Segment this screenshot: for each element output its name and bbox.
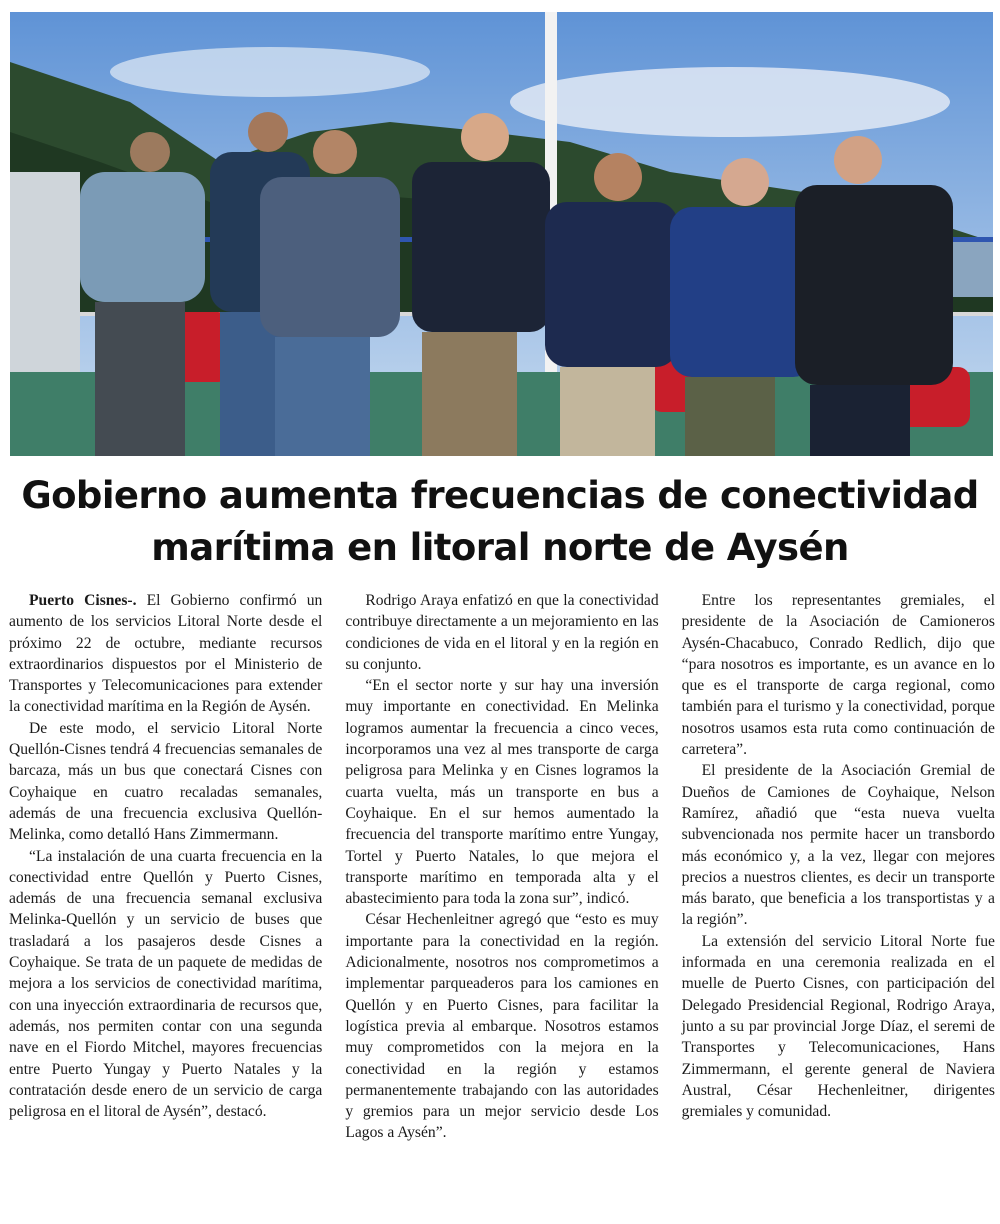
article-column-3 <box>682 590 995 1215</box>
headline-line-2: marítima en litoral norte de Aysén <box>151 526 849 569</box>
paragraph: César Hechenleitner agregó que “esto es muy importante para la conectividad en la región. Adicionalmente, nosotros nos comprometimos a implementar parqueaderos para los camiones en Quellón y en Puerto Cisnes, para facilitar la logística previa al embarque. Nosotros estamos muy comprometidos con la mejora en la conectividad en la región y estamos permanentemente trabajando con las autoridades y gremios para un mejor servicio desde Los Lagos a Aysén”. <box>345 911 659 1142</box>
group-photo-illustration <box>10 12 993 456</box>
article-column-2 <box>345 590 658 1215</box>
dateline: Puerto Cisnes-. <box>29 592 137 609</box>
paragraph: “En el sector norte y sur hay una inversión muy importante en conectividad. En Melinka logramos aumentar la frecuencia a cinco veces, incorporamos una vez al mes transporte de carga peligrosa para Melinka y en Cisnes logramos la cuarta vuelta, más un transporte en bus a Coyhaique. En el sur hemos aumentado la frecuencia del transporte marítimo entre Yungay, Tortel y Puerto Natales, lo que mejora el transporte marítimo en temporada alta y el abastecimiento para toda la zona sur”, indicó. <box>345 677 659 908</box>
paragraph <box>9 590 322 718</box>
article-headline <box>0 470 1000 574</box>
article-body <box>9 590 995 1215</box>
paragraph: De este modo, el servicio Litoral Norte Quellón-Cisnes tendrá 4 frecuencias semanales de barcaza, más un bus que conectará Cisnes con Coyhaique en cuatro recaladas semanales, además de una frecuencia exclusiva Quellón-Melinka, como detalló Hans Zimmermann. <box>9 719 323 844</box>
paragraph: El presidente de la Asociación Gremial de Dueños de Camiones de Coyhaique, Nelson Ramírez, añadió que “esta nueva vuelta subvencionada nos permite hacer un transbordo más económico y, a la vez, llegar con mejores precios a nuestros clientes, es decir un transporte más barato, que beneficia a los transportistas y a la región”. <box>681 762 995 929</box>
paragraph: “La instalación de una cuarta frecuencia en la conectividad entre Quellón y Puerto Cisnes, además de una frecuencia semanal exclusiva Melinka-Quellón y un servicio de buses que trasladará a los pasajeros desde Cisnes a Coyhaique. Se trata de un paquete de medidas de mejora a los servicios de conectividad marítima, con una inyección extraordinaria de recursos que, además, nos permiten contar con una segunda nave en el Fiordo Mitchel, mayores frecuencias entre Puerto Yungay y Puerto Natales y la contratación desde enero de un servicio de carga peligrosa en el litoral de Aysén”, destacó. <box>9 847 323 1121</box>
article-photo <box>10 12 993 456</box>
paragraph: Entre los representantes gremiales, el presidente de la Asociación de Camioneros Aysén-Chacabuco, Conrado Redlich, dijo que “para nosotros es importante, es un avance en lo que es el transporte de carga regional, como también para el turismo y la conectividad, porque nosotros usamos esta ruta como continuación de carretera”. <box>681 592 995 759</box>
paragraph-text: El Gobierno confirmó un aumento de los servicios Litoral Norte desde el próximo 22 de octubre, mediante recursos extraordinarios dispuestos por el Ministerio de Transportes y Telecomunicaciones para extender la conectividad marítima en la Región de Aysén. <box>9 592 323 716</box>
paragraph: Rodrigo Araya enfatizó en que la conectividad contribuye directamente a un mejoramiento en las condiciones de vida en el litoral y en la región en su conjunto. <box>345 592 659 673</box>
headline-line-1: Gobierno aumenta frecuencias de conectividad <box>21 474 979 517</box>
article-column-1 <box>9 590 322 1215</box>
paragraph: La extensión del servicio Litoral Norte fue informada en una ceremonia realizada en el muelle de Puerto Cisnes, con participación del Delegado Presidencial Regional, Rodrigo Araya, junto a su par provincial Jorge Díaz, el seremi de Transportes y Telecomunicaciones, Hans Zimmermann, el gerente general de Naviera Austral, César Hechenleitner, dirigentes gremiales y comunidad. <box>681 932 995 1121</box>
